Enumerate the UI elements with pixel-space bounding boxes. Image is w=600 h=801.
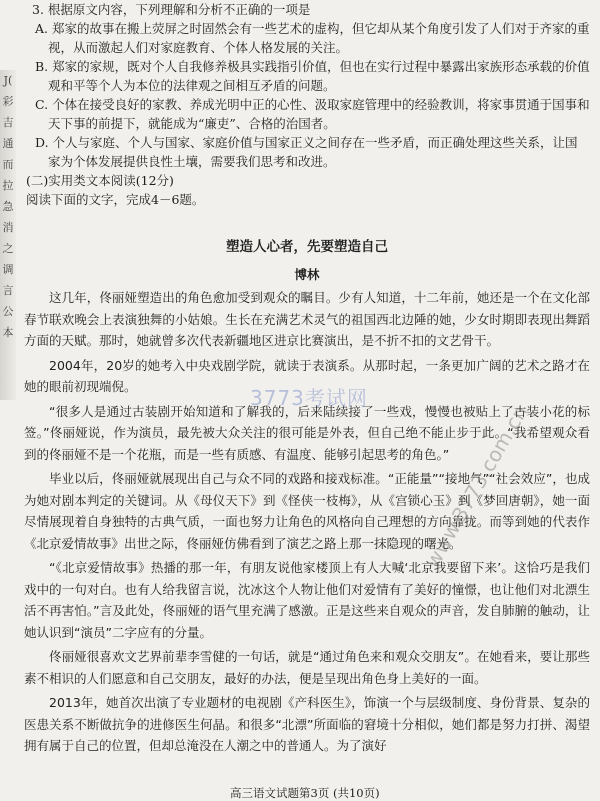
article-paragraph: 毕业以后，佟丽娅就展现出自己与众不同的戏路和接戏标准。“正能量”“接地气”“社会效应”，也成为她对剧本判定的关键词。从《母仪天下》到《怪侠一枝梅》，从《宫锁心玉》到《梦回唐朝》，她一面尽情展现着自身独特的古典气质，一面也努力让角色的风格向自己理想的方向靠拢。而等到她的代表作《北京爱情故事》出世之际，佟丽娅仿佛看到了演艺之路上那一抹隐现的曙光。	[24, 471, 590, 551]
margin-char: 彩	[2, 95, 14, 108]
question-stem: 3. 根据原文内容，下列理解和分析不正确的一项是	[32, 2, 311, 17]
article-paragraph: 这几年，佟丽娅塑造出的角色愈加受到观众的瞩目。少有人知道，十二年前，她还是一个在文化部春节联欢晚会上表演独舞的小姑娘。生长在充满艺术灵气的祖国西北边陲的她，少女时期即表现出舞蹈方面的天赋。那时，她就曾多次代表新疆地区进京比赛演出，是不折不扣的文艺骨干。	[24, 290, 590, 348]
question-3	[24, 0, 590, 171]
margin-char: 通	[2, 137, 14, 150]
margin-char: 调	[2, 263, 14, 276]
option-d: D. 个人与家庭、个人与国家、家庭价值与国家正义之间存在一些矛盾，而正确处理这些关系，让国家为个体发展提供良性土壤，需要我们思考和改进。	[35, 135, 578, 169]
margin-char: 拉	[2, 179, 14, 192]
watermark-url: 3773考试网	[250, 386, 368, 410]
article-paragraph: “很多人是通过古装剧开始知道和了解我的，后来陆续接了一些戏，慢慢也被贴上了古装小花的标签。”佟丽娅说，作为演员，最先被大众关注的很可能是外表，但自己绝不能止步于此。“我希望观众看到的佟丽娅不是一个花瓶，而是一些有质感、有温度、能够引起思考的角色。”	[24, 403, 590, 462]
binding-margin-strip	[0, 70, 16, 400]
margin-char: 公	[2, 305, 14, 318]
article-paragraph: 2013年，她首次出演了专业题材的电视剧《产科医生》，饰演一个与层级制度、身份背景、复杂的医患关系不断做抗争的进修医生何晶。和很多“北漂”所面临的窘境十分相似，她们都是努力打拼、渴望拥有属于自己的位置，但却总淹没在人潮之中的普通人。为了演好	[24, 695, 590, 753]
margin-char: 吉	[2, 116, 14, 129]
page-content	[24, 0, 590, 760]
article-body	[24, 287, 590, 757]
article-paragraph: 2004年，20岁的她考入中央戏剧学院，就读于表演系。从那时起，一条更加广阔的艺术之路才在她的眼前初现端倪。	[24, 357, 590, 394]
margin-char: 言	[2, 284, 14, 297]
section-heading: (二)实用类文本阅读(12分)	[26, 173, 174, 188]
option-a: A. 郑家的故事在搬上荧屏之时固然会有一些艺术的虚构，但它却从某个角度引发了人们对于齐家的重视，从而激起人们对家庭教育、个体人格发展的关注。	[35, 21, 590, 55]
margin-char: 急	[2, 200, 14, 213]
margin-char: J(	[3, 74, 13, 87]
option-b: B. 郑家的家规，既对个人自我修养极具实践指引价值，但也在实行过程中暴露出家族形态承载的价值观和平等个人为本位的法律观之间相互矛盾的问题。	[35, 59, 590, 93]
margin-char: 本	[2, 326, 14, 339]
watermark-diagonal: www.3773.com.cn	[420, 401, 533, 572]
article-title: 塑造人心者，先要塑造自己	[226, 239, 388, 255]
section-instruction: 阅读下面的文字，完成4－6题。	[26, 192, 205, 207]
page-footer: 高三语文试题第3页 (共10页)	[230, 786, 380, 800]
option-c: C. 个体在接受良好的家教、养成光明中正的心性、汲取家庭管理中的经验教训，将家事贯通于国事和天下事的前提下，就能成为“廉吏”、合格的治国者。	[35, 97, 590, 131]
article-paragraph: “《北京爱情故事》热播的那一年，有朋友说他家楼顶上有人大喊‘北京我要留下来’。这恰巧是我们戏中的一句对白。也有人给我留言说，沈冰这个人物让他们对爱情有了美好的憧憬，也让他们对北漂生活不再害怕。”言及此处，佟丽娅的语气里充满了感激。正是这些来自观众的声音，发自肺腑的触动，让她认识到“演员”二字应有的分量。	[24, 560, 590, 640]
margin-char: 之	[2, 242, 14, 255]
margin-char: 而	[2, 158, 14, 171]
article-paragraph: 佟丽娅很喜欢文艺界前辈李雪健的一句话，就是“通过角色来和观众交朋友”。在她看来，要让那些素不相识的人们愿意和自己交朋友，最好的办法，便是呈现出角色身上美好的一面。	[24, 649, 590, 686]
article-author: 博林	[294, 267, 320, 282]
margin-char: 消	[2, 221, 14, 234]
